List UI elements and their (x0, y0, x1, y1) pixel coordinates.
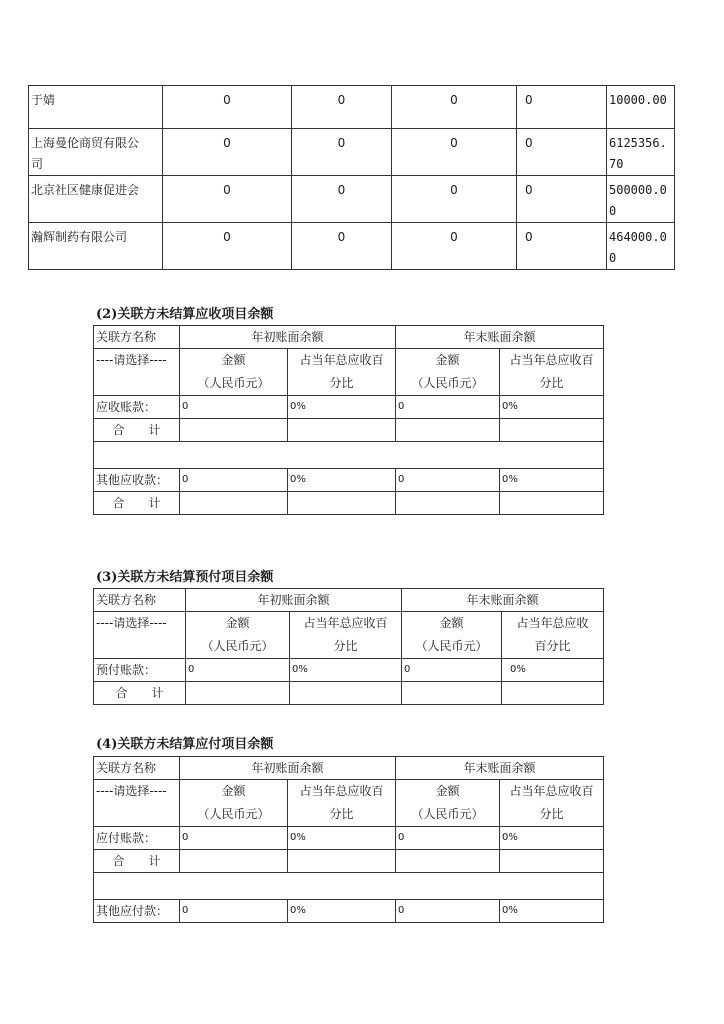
header-line: 金额 (225, 616, 250, 630)
cell-value: 0 (163, 86, 292, 129)
cell-value[interactable]: 0% (288, 469, 396, 492)
table-header-row (94, 589, 604, 612)
col-amount (180, 349, 288, 396)
row-label: 合 计 (94, 419, 180, 442)
related-party-transactions-table (28, 85, 675, 270)
amount-line: 464000.0 (609, 230, 667, 244)
table-header-row (94, 326, 604, 349)
col-party-name: 关联方名称 (94, 326, 180, 349)
party-select[interactable]: ----请选择---- (94, 349, 180, 396)
col-party-name: 关联方名称 (94, 757, 180, 780)
table-subheader-row (94, 349, 604, 396)
header-line: （人民币元） (411, 807, 484, 821)
table-spacer-row (94, 873, 604, 900)
col-amount (186, 612, 290, 659)
cell-value: 0 (392, 223, 517, 270)
cell-value[interactable]: 0 (402, 659, 502, 682)
header-line: 百分比 (534, 639, 571, 653)
cell-value[interactable] (290, 682, 402, 705)
cell-value[interactable]: 0% (502, 659, 604, 682)
col-percent (290, 612, 402, 659)
header-line: 分比 (329, 376, 354, 390)
party-name: 瀚辉制药有限公司 (29, 223, 163, 270)
header-line: 金额 (221, 784, 246, 798)
header-line: （人民币元） (201, 639, 274, 653)
table-subheader-row (94, 780, 604, 827)
row-label: 其他应收款： (94, 469, 180, 492)
amount-line: 0 (609, 251, 617, 265)
cell-value[interactable]: 0% (500, 469, 604, 492)
header-line: 金额 (221, 353, 246, 367)
cell-value[interactable]: 0 (396, 827, 500, 850)
cell-value[interactable] (396, 492, 500, 515)
cell-value[interactable] (180, 419, 288, 442)
spacer-cell (94, 442, 604, 469)
cell-value[interactable] (396, 419, 500, 442)
col-percent (288, 349, 396, 396)
header-line: 金额 (435, 784, 460, 798)
cell-value: 0 (292, 86, 392, 129)
amount-line: 6125356. (609, 136, 667, 150)
amount-cell (607, 86, 675, 129)
header-line: 占当年总应收百 (299, 353, 384, 367)
cell-value: 0 (163, 176, 292, 223)
cell-value[interactable]: 0% (500, 396, 604, 419)
party-name-line: 上海曼伦商贸有限公 (31, 136, 140, 150)
table-row (94, 396, 604, 419)
cell-value[interactable] (180, 850, 288, 873)
cell-value[interactable]: 0 (396, 396, 500, 419)
header-line: （人民币元） (415, 639, 488, 653)
table-subheader-row (94, 612, 604, 659)
table-row (29, 176, 675, 223)
table-spacer-row (94, 442, 604, 469)
cell-value[interactable] (500, 419, 604, 442)
amount-line: 500000.0 (609, 183, 667, 197)
header-line: 分比 (329, 807, 354, 821)
cell-value[interactable]: 0% (288, 900, 396, 923)
table-row (94, 469, 604, 492)
header-line: 分比 (539, 807, 564, 821)
row-label: 其他应付款： (94, 900, 180, 923)
cell-value[interactable]: 0 (396, 900, 500, 923)
amount-cell (607, 223, 675, 270)
cell-value[interactable] (402, 682, 502, 705)
row-label: 应收账款： (94, 396, 180, 419)
cell-value: 0 (392, 86, 517, 129)
col-begin-balance: 年初账面余额 (180, 757, 396, 780)
header-line: （人民币元） (197, 807, 270, 821)
cell-value: 0 (517, 223, 607, 270)
col-end-balance: 年末账面余额 (396, 757, 604, 780)
col-percent (500, 349, 604, 396)
row-label: 预付账款： (94, 659, 186, 682)
section-title-prepayments: (3)关联方未结算预付项目余额 (96, 570, 274, 585)
receivables-table (93, 325, 604, 515)
table-row (94, 850, 604, 873)
header-line: 占当年总应收百 (509, 784, 594, 798)
table-row (29, 86, 675, 129)
amount-line: 70 (609, 157, 624, 171)
cell-value[interactable]: 0% (290, 659, 402, 682)
header-line: 占当年总应收百 (303, 616, 388, 630)
row-label: 合 计 (94, 492, 180, 515)
cell-value[interactable]: 0% (500, 900, 604, 923)
row-label: 合 计 (94, 850, 180, 873)
header-line: 分比 (333, 639, 358, 653)
prepayments-table (93, 588, 604, 705)
cell-value[interactable] (500, 492, 604, 515)
party-select[interactable]: ----请选择---- (94, 780, 180, 827)
table-row (94, 659, 604, 682)
header-line: （人民币元） (197, 376, 270, 390)
col-percent (502, 612, 604, 659)
cell-value[interactable] (500, 850, 604, 873)
header-line: 金额 (439, 616, 464, 630)
header-line: 占当年总应收百 (299, 784, 384, 798)
table-row (94, 827, 604, 850)
col-party-name: 关联方名称 (94, 589, 186, 612)
header-line: 金额 (435, 353, 460, 367)
col-end-balance: 年末账面余额 (402, 589, 604, 612)
cell-value: 0 (163, 129, 292, 176)
cell-value: 0 (517, 176, 607, 223)
col-percent (500, 780, 604, 827)
party-name: 北京社区健康促进会 (29, 176, 163, 223)
party-select[interactable]: ----请选择---- (94, 612, 186, 659)
amount-cell (607, 176, 675, 223)
col-amount (396, 349, 500, 396)
cell-value[interactable]: 0% (288, 827, 396, 850)
cell-value[interactable]: 0 (396, 469, 500, 492)
cell-value[interactable]: 0% (500, 827, 604, 850)
cell-value: 0 (292, 223, 392, 270)
cell-value: 0 (517, 86, 607, 129)
header-line: 分比 (539, 376, 564, 390)
cell-value: 0 (163, 223, 292, 270)
header-line: 占当年总应收 (516, 616, 589, 630)
party-name-line: 司 (31, 157, 44, 171)
cell-value[interactable] (288, 419, 396, 442)
col-amount (396, 780, 500, 827)
cell-value: 0 (292, 129, 392, 176)
header-line: 占当年总应收百 (509, 353, 594, 367)
cell-value[interactable]: 0 (180, 900, 288, 923)
payables-table (93, 756, 604, 923)
table-row (94, 682, 604, 705)
table-row (29, 129, 675, 176)
party-name (29, 129, 163, 176)
cell-value: 0 (292, 176, 392, 223)
cell-value: 0 (392, 129, 517, 176)
cell-value: 0 (392, 176, 517, 223)
table-row (94, 492, 604, 515)
cell-value[interactable]: 0 (180, 396, 288, 419)
cell-value: 0 (517, 129, 607, 176)
table-row (29, 223, 675, 270)
col-amount (180, 780, 288, 827)
amount-line: 10000.00 (609, 93, 667, 107)
amount-cell (607, 129, 675, 176)
cell-value[interactable]: 0 (180, 827, 288, 850)
spacer-cell (94, 873, 604, 900)
row-label: 应付账款： (94, 827, 180, 850)
row-label: 合 计 (94, 682, 186, 705)
col-amount (402, 612, 502, 659)
col-begin-balance: 年初账面余额 (186, 589, 402, 612)
cell-value[interactable]: 0 (186, 659, 290, 682)
table-row (94, 900, 604, 923)
party-name: 于婧 (29, 86, 163, 129)
cell-value[interactable] (186, 682, 290, 705)
header-line: （人民币元） (411, 376, 484, 390)
section-title-payables: (4)关联方未结算应付项目余额 (96, 737, 274, 752)
cell-value[interactable] (288, 492, 396, 515)
table-header-row (94, 757, 604, 780)
cell-value[interactable] (396, 850, 500, 873)
col-begin-balance: 年初账面余额 (180, 326, 396, 349)
cell-value[interactable] (288, 850, 396, 873)
col-percent (288, 780, 396, 827)
section-title-receivables: (2)关联方未结算应收项目余额 (96, 307, 274, 322)
table-row (94, 419, 604, 442)
cell-value[interactable] (502, 682, 604, 705)
col-end-balance: 年末账面余额 (396, 326, 604, 349)
cell-value[interactable]: 0 (180, 469, 288, 492)
cell-value[interactable] (180, 492, 288, 515)
cell-value[interactable]: 0% (288, 396, 396, 419)
amount-line: 0 (609, 204, 617, 218)
